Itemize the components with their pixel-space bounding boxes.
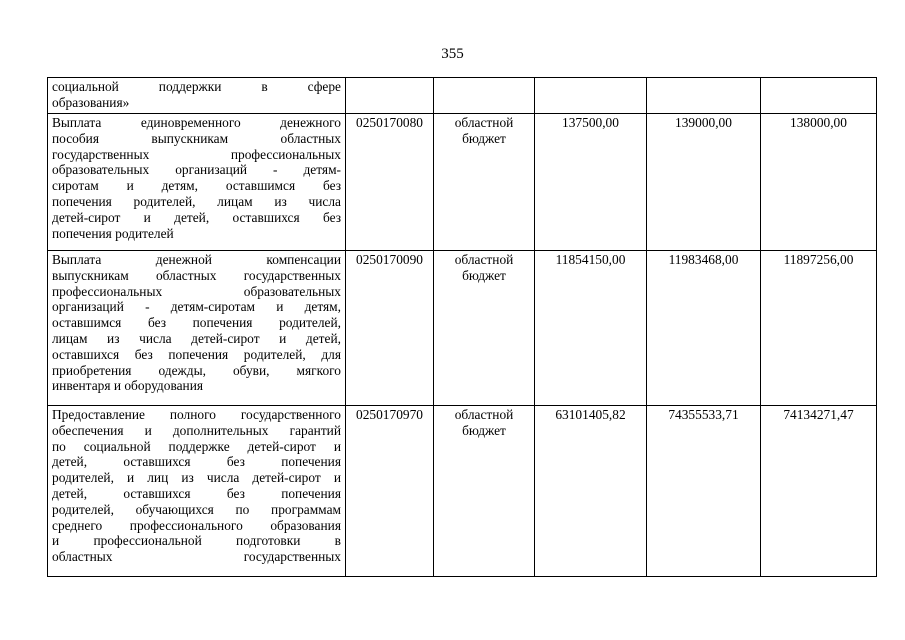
measure-name-line: попечения родителей <box>52 225 174 241</box>
amount-year-3-cell <box>761 78 877 114</box>
measure-name-cell <box>48 114 346 251</box>
measure-name-line: выпускникам областных государственных <box>52 267 341 283</box>
amount-year-3-cell: 11897256,00 <box>761 251 877 406</box>
code-cell: 0250170090 <box>346 251 434 406</box>
measure-name-line: приобретения одежды, обуви, мягкого <box>52 362 341 378</box>
table-row <box>48 251 877 406</box>
measure-name-line: образовательных организаций - детям- <box>52 162 341 178</box>
measure-name-line: детей, оставшихся без попечения <box>52 454 341 470</box>
funding-source-cell: областной бюджет <box>434 406 535 577</box>
amount-year-3-cell: 138000,00 <box>761 114 877 251</box>
page-number: 355 <box>441 46 464 62</box>
amount-year-2-cell: 11983468,00 <box>647 251 761 406</box>
measure-name-line: Предоставление полного государственного <box>52 407 341 422</box>
measure-name-line: обеспечения и дополнительных гарантий <box>52 422 341 438</box>
measure-name-line: областных государственных <box>52 549 341 565</box>
measure-name-line: Выплата денежной компенсации <box>52 252 341 267</box>
measure-name-line: Выплата единовременного денежного <box>52 115 341 130</box>
measure-name-line: пособия выпускникам областных <box>52 130 341 146</box>
funding-source-cell <box>434 78 535 114</box>
measure-name-line: родителей, и лиц из числа детей-сирот и <box>52 470 341 486</box>
amount-year-2-cell: 139000,00 <box>647 114 761 251</box>
measure-name-line: инвентаря и оборудования <box>52 378 204 394</box>
measure-name-line: попечения родителей, лицам из числа <box>52 193 341 209</box>
funding-source-cell: областной бюджет <box>434 251 535 406</box>
measure-name-line: оставшимся без попечения родителей, <box>52 315 341 331</box>
amount-year-1-cell <box>535 78 647 114</box>
table-row <box>48 78 877 114</box>
measure-name-cell <box>48 406 346 577</box>
amount-year-2-cell <box>647 78 761 114</box>
code-cell: 0250170970 <box>346 406 434 577</box>
amount-year-3-cell: 74134271,47 <box>761 406 877 577</box>
table-row <box>48 114 877 251</box>
measure-name-line: организаций - детям-сиротам и детям, <box>52 299 341 315</box>
measure-name-line: государственных профессиональных <box>52 146 341 162</box>
amount-year-2-cell: 74355533,71 <box>647 406 761 577</box>
budget-table <box>47 77 877 577</box>
measure-name-line: по социальной поддержке детей-сирот и <box>52 438 341 454</box>
code-cell: 0250170080 <box>346 114 434 251</box>
amount-year-1-cell: 137500,00 <box>535 114 647 251</box>
table-row <box>48 406 877 577</box>
measure-name-line: родителей, обучающихся по программам <box>52 501 341 517</box>
amount-year-1-cell: 63101405,82 <box>535 406 647 577</box>
measure-name-line: профессиональных образовательных <box>52 283 341 299</box>
measure-name-line: лицам из числа детей-сирот и детей, <box>52 330 341 346</box>
measure-name-line: среднего профессионального образования <box>52 517 341 533</box>
funding-source-cell: областной бюджет <box>434 114 535 251</box>
measure-name-line: оставшихся без попечения родителей, для <box>52 346 341 362</box>
measure-name-line: социальной поддержки в сфере <box>52 79 341 94</box>
measure-name-line: детей-сирот и детей, оставшихся без <box>52 209 341 225</box>
measure-name-line: и профессиональной подготовки в <box>52 533 341 549</box>
amount-year-1-cell: 11854150,00 <box>535 251 647 406</box>
measure-name-cell <box>48 78 346 114</box>
measure-name-line: сиротам и детям, оставшимся без <box>52 178 341 194</box>
measure-name-line: образования» <box>52 94 130 110</box>
measure-name-cell <box>48 251 346 406</box>
measure-name-line: детей, оставшихся без попечения <box>52 485 341 501</box>
code-cell <box>346 78 434 114</box>
